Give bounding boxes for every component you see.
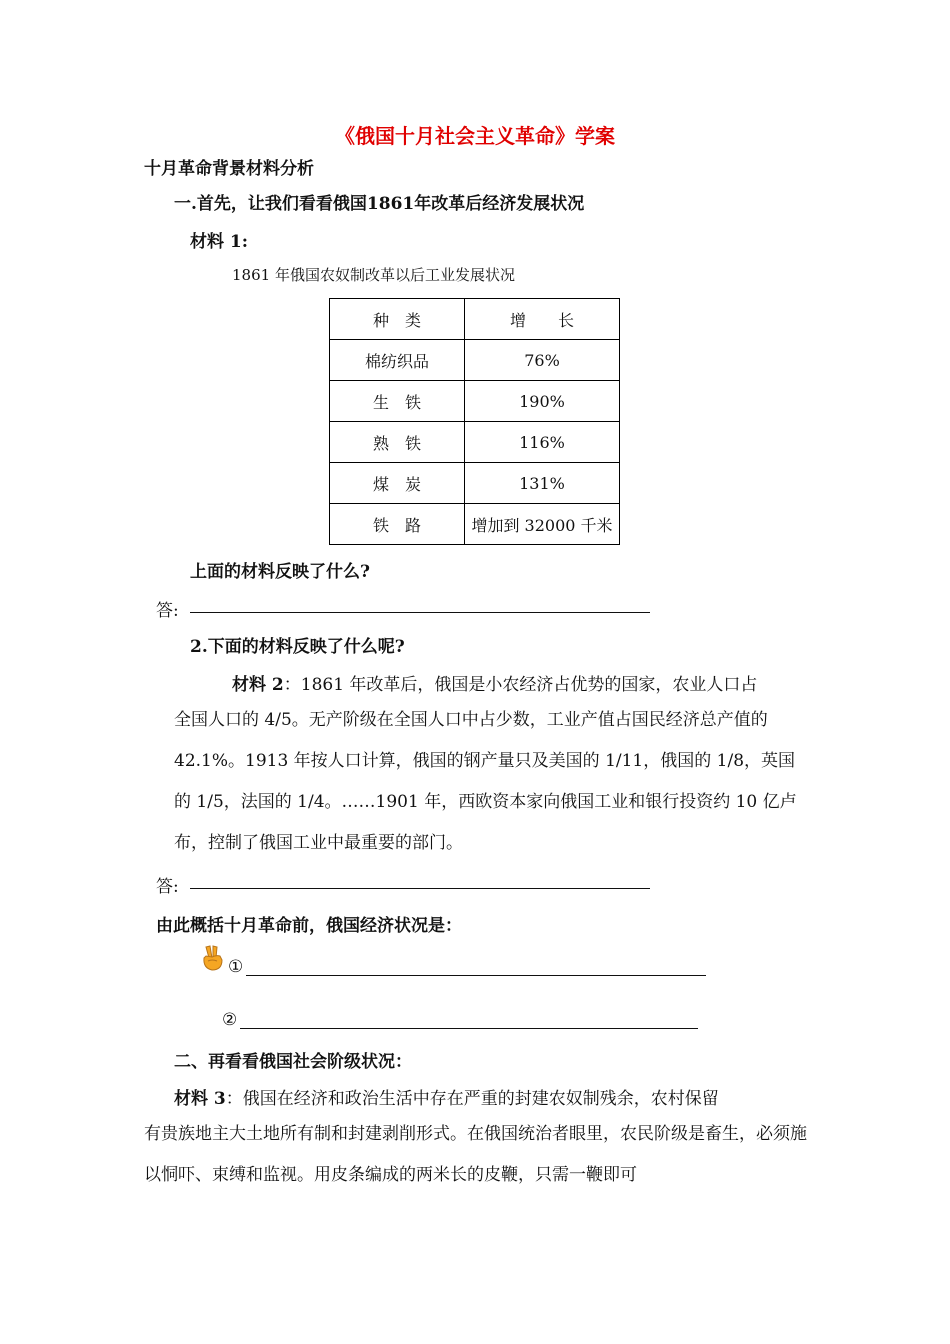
table-cell: 增加到 32000 千米: [465, 504, 620, 545]
material2-text: 全国人口的 4/5。无产阶级在全国人口中占少数，工业产值占国民经济总产值的 42.1%。1913 年按人口计算，俄国的钢产量只及美国的 1/11，俄国的 1/8，英国的 1/5，法国的 1/4。……1901 年，西欧资本家向俄国工业和银行投资约 10 亿卢布，控制了俄国工业中最重要的部门。: [174, 710, 797, 853]
page-title: 《俄国十月社会主义革命》学案: [335, 124, 615, 148]
table-cell: 熟 铁: [330, 422, 465, 463]
material3-first-line: [174, 1084, 719, 1109]
table-header-row: [330, 299, 620, 340]
table-header-growth: 增 长: [465, 299, 620, 340]
table-cell: 131%: [465, 463, 620, 504]
table-row: [330, 422, 620, 463]
industry-growth-table: [329, 298, 620, 545]
table-cell: 铁 路: [330, 504, 465, 545]
answer-line-1[interactable]: [190, 612, 650, 613]
material1-label: 材料 1:: [190, 232, 249, 252]
table-cell: 190%: [465, 381, 620, 422]
summary-line-1[interactable]: [246, 975, 706, 976]
answer-label-2: 答:: [156, 877, 179, 897]
answer-line-2[interactable]: [190, 888, 650, 889]
material2-first-line: [232, 670, 757, 695]
victory-hand-icon: [200, 944, 226, 972]
summary-item-1-marker: ①: [228, 957, 244, 977]
table-row: [330, 463, 620, 504]
part3-heading: 二、再看看俄国社会阶级状况：: [174, 1052, 412, 1072]
table-caption: 1861 年俄国农奴制改革以后工业发展状况: [232, 266, 515, 284]
material2-label: 材料 2: [232, 675, 284, 695]
answer-label-1: 答:: [156, 601, 179, 621]
table-row: [330, 504, 620, 545]
material3-label: 材料 3: [174, 1089, 226, 1109]
table-cell: 生 铁: [330, 381, 465, 422]
part2-heading: 2.下面的材料反映了什么呢?: [190, 637, 405, 657]
table-row: [330, 381, 620, 422]
table-cell: 116%: [465, 422, 620, 463]
table-cell: 棉纺织品: [330, 340, 465, 381]
question-1: 上面的材料反映了什么?: [190, 562, 370, 582]
material3-text-start: ：俄国在经济和政治生活中存在严重的封建农奴制残余，农村保留: [225, 1089, 719, 1109]
summary-heading: 由此概括十月革命前，俄国经济状况是：: [156, 916, 462, 936]
summary-line-2[interactable]: [240, 1028, 698, 1029]
material2-text-start: ：1861 年改革后，俄国是小农经济占优势的国家，农业人口占: [283, 675, 758, 695]
table-cell: 76%: [465, 340, 620, 381]
summary-item-2-marker: ②: [222, 1010, 238, 1030]
table-header-category: 种 类: [330, 299, 465, 340]
material3-text: 有贵族地主大土地所有制和封建剥削形式。在俄国统治者眼里，农民阶级是畜生，必须施以恫吓、束缚和监视。用皮条编成的两米长的皮鞭，只需一鞭即可: [144, 1124, 807, 1185]
table-row: [330, 340, 620, 381]
section-heading: 十月革命背景材料分析: [144, 159, 314, 179]
part1-heading: 一.首先，让我们看看俄国1861年改革后经济发展状况: [174, 194, 585, 214]
table-cell: 煤 炭: [330, 463, 465, 504]
